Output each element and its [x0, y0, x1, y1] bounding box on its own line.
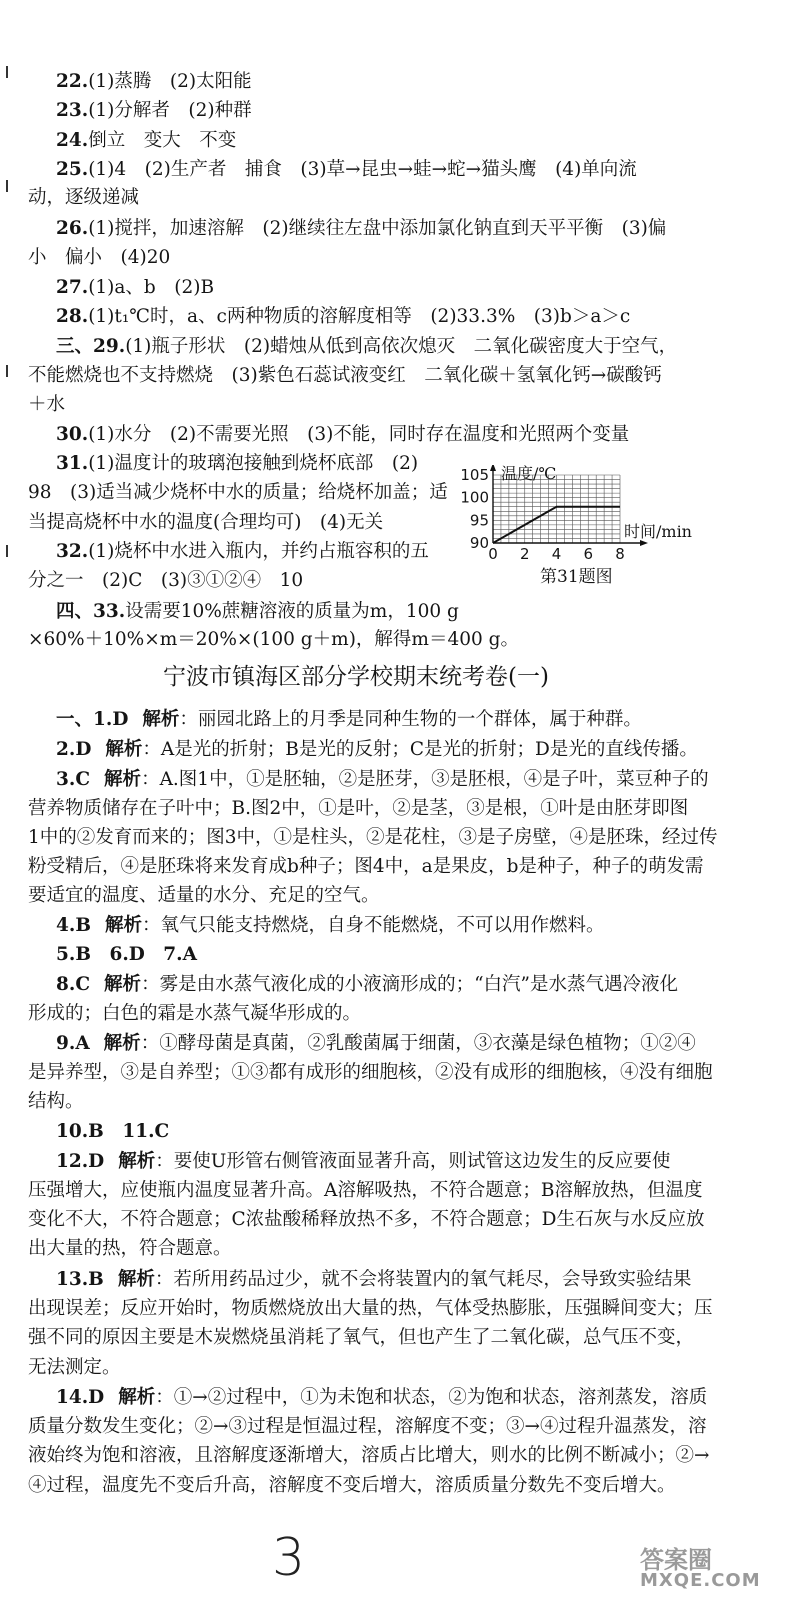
question-number: 30.: [56, 424, 89, 445]
answer-line: [28, 884, 380, 908]
margin-mark: [6, 365, 8, 377]
answer-line: [28, 481, 448, 505]
answer-line: [56, 1032, 696, 1056]
analysis-label: 解析: [103, 1033, 141, 1054]
x-tick-label: 6: [583, 545, 594, 563]
answer-line: [28, 1297, 713, 1321]
answer-text: 设需要10%蔗糖溶液的质量为m，100 g: [125, 601, 459, 622]
answer-text: 动，逐级递减: [28, 187, 140, 208]
answer-line: [28, 364, 662, 388]
analysis-label: 解析: [104, 974, 142, 995]
analysis-label: 解析: [117, 1269, 155, 1290]
answer-text: ：A.图1中，①是胚轴，②是胚芽，③是胚根，④是子叶，菜豆种子的: [141, 769, 709, 790]
answer-text: (1)蒸腾 (2)太阳能: [88, 71, 252, 92]
margin-mark: [6, 66, 8, 78]
answer-line: [56, 305, 630, 329]
answer-line: [28, 1208, 705, 1232]
answer-line: [28, 1237, 232, 1261]
answer-text: ＋水: [28, 394, 66, 415]
margin-mark: [6, 545, 8, 557]
answer-text: 强不同的原因主要是木炭燃烧虽消耗了氧气，但也产生了二氧化碳，总气压不变，: [28, 1327, 695, 1348]
y-tick-label: 95: [469, 511, 489, 530]
answer-line: [28, 628, 519, 652]
watermark-logo: 答案圈: [640, 1546, 712, 1574]
answer-text: (1)4 (2)生产者 捕食 (3)草→昆虫→蛙→蛇→猫头鹰 (4)单向流: [88, 159, 637, 180]
question-number: 12.D: [56, 1151, 105, 1172]
answer-line: [56, 129, 236, 153]
answer-text: 不能燃烧也不支持燃烧 (3)紫色石蕊试液变红 二氧化碳＋氢氧化钙→碳酸钙: [28, 365, 662, 386]
question-number: 14.D: [56, 1387, 105, 1408]
analysis-label: 解析: [104, 915, 142, 936]
answer-text: (1)t₁℃时，a、c两种物质的溶解度相等 (2)33.3% (3)b＞a＞c: [88, 306, 631, 327]
answer-line: [28, 1356, 121, 1380]
page-number: 3: [272, 1528, 306, 1588]
question-number: 13.B: [56, 1269, 104, 1290]
answer-text: 质量分数发生变化；②→③过程是恒温过程，溶解度不变；③→④过程升温蒸发，溶: [28, 1416, 707, 1437]
answer-line: [56, 158, 637, 182]
answer-line: [56, 1386, 707, 1410]
answer-line: [28, 855, 704, 879]
margin-mark: [6, 180, 8, 192]
answer-text: 1中的②发育而来的；图3中，①是柱头，②是花柱，③是子房壁，④是胚珠，经过传: [28, 827, 718, 848]
answer-text: (1)瓶子形状 (2)蜡烛从低到高依次熄灭 二氧化碳密度大于空气，: [125, 336, 678, 357]
x-tick-label: 8: [615, 545, 625, 563]
answer-line: [28, 1179, 702, 1203]
answer-text: 形成的；白色的霜是水蒸气凝华形成的。: [28, 1003, 362, 1024]
answer-line: [56, 276, 214, 300]
answer-text: 倒立 变大 不变: [88, 130, 237, 151]
answer-text: (1)分解者 (2)种群: [88, 100, 252, 121]
answer-text: 压强增大，应使瓶内温度显著升高。A溶解吸热，不符合题意；B溶解放热，但温度: [28, 1180, 703, 1201]
answer-line: [28, 1061, 713, 1085]
answer-text: 结构。: [28, 1091, 84, 1112]
answer-line: [56, 943, 197, 967]
answer-text: 分之一 (2)C (3)③①②④ 10: [28, 570, 304, 591]
y-axis-arrow: [490, 465, 496, 471]
question-number: 8.C: [56, 974, 91, 995]
section-title: 宁波市镇海区部分学校期末统考卷(一): [163, 664, 549, 690]
answer-text: 是异养型，③是自养型；①③都有成形的细胞核，②没有成形的细胞核，④没有细胞: [28, 1062, 713, 1083]
x-tick-label: 4: [551, 545, 562, 563]
answer-line: [56, 423, 629, 447]
answer-text: 出大量的热，符合题意。: [28, 1238, 232, 1259]
question-number: 5.B 6.D 7.A: [56, 944, 197, 965]
answer-text: 营养物质储存在子叶中；B.图2中，①是叶，②是茎，③是根，①叶是由胚芽即图: [28, 798, 689, 819]
answer-line: [56, 914, 604, 938]
answer-text: (1)烧杯中水进入瓶内，并约占瓶容积的五: [88, 541, 429, 562]
question-number: 31.: [56, 453, 89, 474]
chart-caption: 第31题图: [540, 567, 613, 587]
question-number: 3.C: [56, 769, 91, 790]
question-number: 23.: [56, 100, 89, 121]
question-number: 一、1.D: [56, 709, 129, 730]
question-number: 32.: [56, 541, 89, 562]
answer-line: [28, 1326, 694, 1350]
answer-line: [28, 1415, 707, 1439]
answer-text: ：氧气只能支持燃烧，自身不能燃烧，不可以用作燃料。: [141, 915, 605, 936]
answer-line: [56, 540, 429, 564]
answer-text: 要适宜的温度、适量的水分、充足的空气。: [28, 885, 380, 906]
answer-text: ×60%＋10%×m＝20%×(100 g＋m)，解得m＝400 g。: [28, 629, 519, 650]
answer-line: [28, 393, 65, 417]
answer-text: 小 偏小 (4)20: [28, 247, 171, 268]
answer-text: ④过程，温度先不变后升高，溶解度不变后增大，溶质质量分数先不变后增大。: [28, 1475, 676, 1496]
question-number: 26.: [56, 218, 89, 239]
y-axis-label: 温度/℃: [501, 465, 557, 483]
y-tick-label: 100: [460, 488, 489, 507]
answer-line: [56, 335, 677, 359]
answer-line: [28, 1090, 84, 1114]
answer-text: 当提高烧杯中水的温度(合理均可) (4)无关: [28, 512, 384, 533]
answer-line: [56, 708, 642, 732]
answer-line: [56, 217, 666, 241]
question-number: 4.B: [56, 915, 91, 936]
answer-text: 98 (3)适当减少烧杯中水的质量；给烧杯加盖；适: [28, 482, 448, 503]
answer-text: (1)温度计的玻璃泡接触到烧杯底部 (2): [88, 453, 419, 474]
x-axis-label: 时间/min: [624, 522, 692, 541]
analysis-label: 解析: [142, 709, 180, 730]
question-number: 9.A: [56, 1033, 90, 1054]
question-number: 2.D: [56, 739, 92, 760]
answer-line: [56, 452, 418, 476]
answer-text: 无法测定。: [28, 1357, 121, 1378]
x-tick-label: 0: [488, 545, 498, 563]
answer-line: [28, 569, 303, 593]
answer-line: [56, 99, 252, 123]
answer-line: [56, 768, 709, 792]
x-tick-label: 2: [519, 545, 530, 563]
watermark-url: MXQE.COM: [640, 1570, 761, 1591]
analysis-label: 解析: [118, 1151, 156, 1172]
answer-line: [56, 973, 678, 997]
answer-text: ：丽园北路上的月季是同种生物的一个群体，属于种群。: [179, 709, 642, 730]
answer-line: [56, 1120, 169, 1144]
answer-line: [56, 738, 698, 762]
answer-line: [56, 70, 252, 94]
answer-text: ：要使U形管右侧管液面显著升高，则试管这边发生的反应要使: [155, 1151, 671, 1172]
question-number: 10.B 11.C: [56, 1121, 170, 1142]
answer-line: [28, 1474, 676, 1498]
answer-line: [28, 1444, 710, 1468]
question-number: 三、29.: [56, 336, 126, 357]
answer-line: [28, 826, 718, 850]
analysis-label: 解析: [104, 769, 142, 790]
answer-text: 液始终为饱和溶液，且溶解度逐渐增大，溶质占比增大，则水的比例不断减小；②→: [28, 1445, 710, 1466]
answer-text: 粉受精后，④是胚珠将来发育成b种子；图4中，a是果皮，b是种子，种子的萌发需: [28, 856, 704, 877]
answer-line: [56, 1268, 691, 1292]
answer-line: [28, 186, 139, 210]
answer-text: 出现误差；反应开始时，物质燃烧放出大量的热，气体受热膨胀，压强瞬间变大；压: [28, 1298, 713, 1319]
answer-text: (1)搅拌，加速溶解 (2)继续往左盘中添加氯化钠直到天平平衡 (3)偏: [88, 218, 667, 239]
question-number: 25.: [56, 159, 89, 180]
answer-text: ：A是光的折射；B是光的反射；C是光的折射；D是光的直线传播。: [142, 739, 698, 760]
answer-line: [56, 600, 459, 624]
answer-line: [28, 1002, 361, 1026]
answer-text: ：①→②过程中，①为未饱和状态，②为饱和状态，溶剂蒸发，溶质: [155, 1387, 708, 1408]
answer-line: [28, 797, 688, 821]
question-number: 28.: [56, 306, 89, 327]
y-tick-label: 105: [460, 466, 489, 484]
analysis-label: 解析: [118, 1387, 156, 1408]
answer-text: ：雾是由水蒸气液化成的小液滴形成的；“白汽”是水蒸气遇冷液化: [141, 974, 678, 995]
analysis-label: 解析: [105, 739, 143, 760]
answer-text: ：若所用药品过少，就不会将装置内的氧气耗尽，会导致实验结果: [154, 1269, 692, 1290]
answer-text: (1)a、b (2)B: [88, 277, 215, 298]
answer-text: 变化不大，不符合题意；C浓盐酸稀释放热不多，不符合题意；D生石灰与水反应放: [28, 1209, 705, 1230]
question-number: 24.: [56, 130, 89, 151]
question-number: 四、33.: [56, 601, 126, 622]
answer-text: ：①酵母菌是真菌，②乳酸菌属于细菌，③衣藻是绿色植物；①②④: [140, 1033, 696, 1054]
y-tick-label: 90: [469, 534, 489, 552]
answer-line: [28, 511, 383, 535]
question-number: 27.: [56, 277, 89, 298]
question-number: 22.: [56, 71, 89, 92]
answer-line: [28, 246, 170, 270]
answer-text: (1)水分 (2)不需要光照 (3)不能，同时存在温度和光照两个变量: [88, 424, 630, 445]
answer-line: [56, 1150, 670, 1174]
